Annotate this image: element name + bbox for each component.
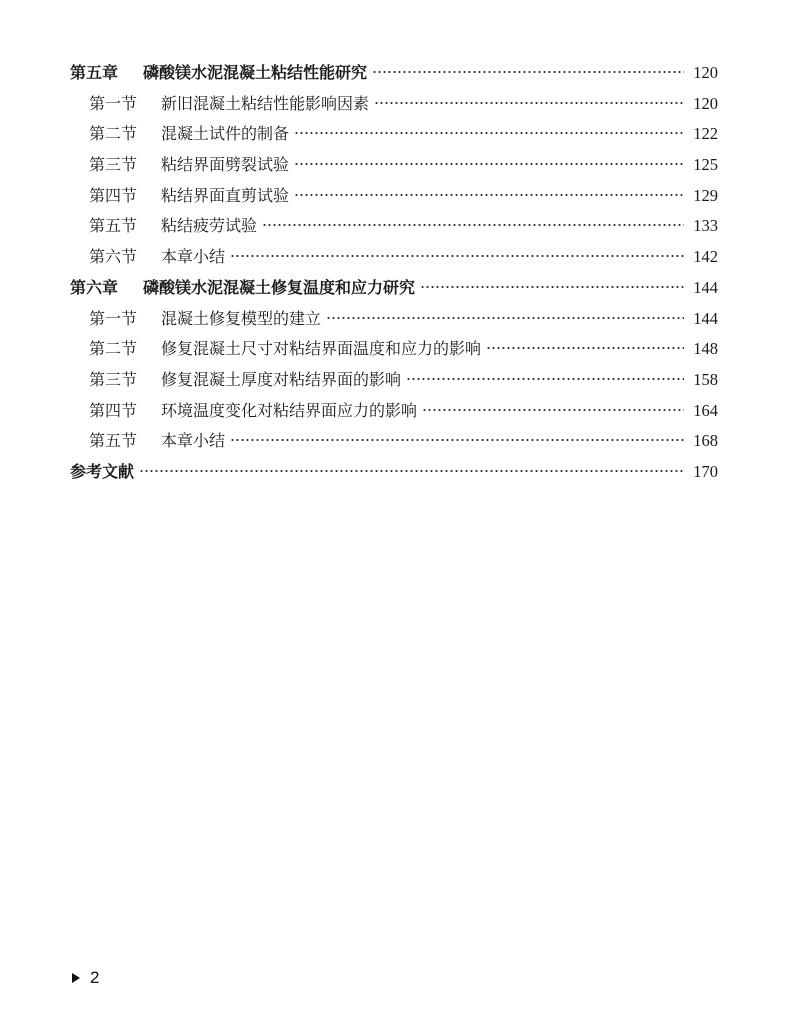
toc-page-number: 120 <box>693 63 718 82</box>
dot-leader <box>262 223 684 227</box>
toc-entry-section[interactable] <box>70 181 718 212</box>
toc-section-number: 第五节 <box>89 431 138 451</box>
toc-section-title: 粘结界面劈裂试验 <box>161 155 290 175</box>
toc-page-number: 144 <box>693 308 718 328</box>
table-of-contents <box>70 58 718 488</box>
toc-section-number: 第六节 <box>89 247 138 267</box>
toc-entry-section[interactable] <box>70 150 718 181</box>
toc-section-number: 第三节 <box>89 369 138 389</box>
toc-section-number: 第二节 <box>89 124 138 144</box>
toc-page-number: 129 <box>693 185 718 205</box>
toc-section-number: 第三节 <box>89 155 138 175</box>
toc-page-number: 120 <box>693 93 718 113</box>
dot-leader <box>486 346 684 350</box>
dot-leader <box>294 193 684 197</box>
toc-entry-section[interactable] <box>70 365 718 396</box>
dot-leader <box>372 70 684 74</box>
toc-page-number: 125 <box>693 155 718 175</box>
toc-chapter-number: 第六章 <box>70 277 119 297</box>
toc-chapter-title: 磷酸镁水泥混凝土粘结性能研究 <box>143 63 368 82</box>
toc-page-number: 148 <box>693 339 718 359</box>
toc-section-title: 本章小结 <box>161 431 226 451</box>
toc-entry-references[interactable] <box>70 457 718 488</box>
triangle-right-icon <box>72 973 80 983</box>
toc-section-title: 粘结疲劳试验 <box>161 216 258 236</box>
toc-section-title: 新旧混凝土粘结性能影响因素 <box>161 93 370 113</box>
toc-section-title: 本章小结 <box>161 247 226 267</box>
toc-section-number: 第二节 <box>89 339 138 359</box>
toc-section-title: 粘结界面直剪试验 <box>161 185 290 205</box>
page-footer <box>72 968 99 988</box>
toc-entry-section[interactable] <box>70 304 718 335</box>
toc-page-number: 142 <box>693 247 718 267</box>
toc-entry-section[interactable] <box>70 396 718 427</box>
toc-entry-section[interactable] <box>70 211 718 242</box>
toc-entry-section[interactable] <box>70 89 718 120</box>
dot-leader <box>420 285 684 289</box>
toc-page-number: 122 <box>693 124 718 144</box>
toc-entry-section[interactable] <box>70 242 718 273</box>
toc-chapter-number: 第五章 <box>70 63 119 82</box>
toc-section-number: 第五节 <box>89 216 138 236</box>
toc-page-number: 168 <box>693 431 718 451</box>
dot-leader <box>139 469 684 473</box>
toc-section-title: 环境温度变化对粘结界面应力的影响 <box>161 400 418 420</box>
toc-entry-section[interactable] <box>70 334 718 365</box>
dot-leader <box>374 101 684 105</box>
toc-section-title: 混凝土试件的制备 <box>161 124 290 144</box>
toc-references-title: 参考文献 <box>70 461 135 481</box>
toc-page-number: 158 <box>693 369 718 389</box>
toc-section-number: 第四节 <box>89 185 138 205</box>
footer-page-number: 2 <box>90 968 100 987</box>
toc-entry-section[interactable] <box>70 426 718 457</box>
dot-leader <box>230 438 684 442</box>
toc-section-title: 修复混凝土厚度对粘结界面的影响 <box>161 369 402 389</box>
toc-section-number: 第一节 <box>89 93 138 113</box>
dot-leader <box>294 162 684 166</box>
dot-leader <box>406 377 684 381</box>
toc-page-number: 133 <box>693 216 718 236</box>
toc-entry-section[interactable] <box>70 119 718 150</box>
toc-page-number: 170 <box>693 461 718 481</box>
toc-section-number: 第一节 <box>89 308 138 328</box>
dot-leader <box>422 408 684 412</box>
toc-entry-chapter-5[interactable] <box>70 58 718 89</box>
toc-entry-chapter-6[interactable] <box>70 273 718 304</box>
toc-section-title: 修复混凝土尺寸对粘结界面温度和应力的影响 <box>161 339 482 359</box>
toc-page-number: 164 <box>693 400 718 420</box>
toc-chapter-title: 磷酸镁水泥混凝土修复温度和应力研究 <box>143 277 416 297</box>
toc-page-number: 144 <box>693 277 718 297</box>
dot-leader <box>230 254 684 258</box>
dot-leader <box>326 316 684 320</box>
dot-leader <box>294 131 684 135</box>
toc-section-title: 混凝土修复模型的建立 <box>161 308 322 328</box>
toc-section-number: 第四节 <box>89 400 138 420</box>
